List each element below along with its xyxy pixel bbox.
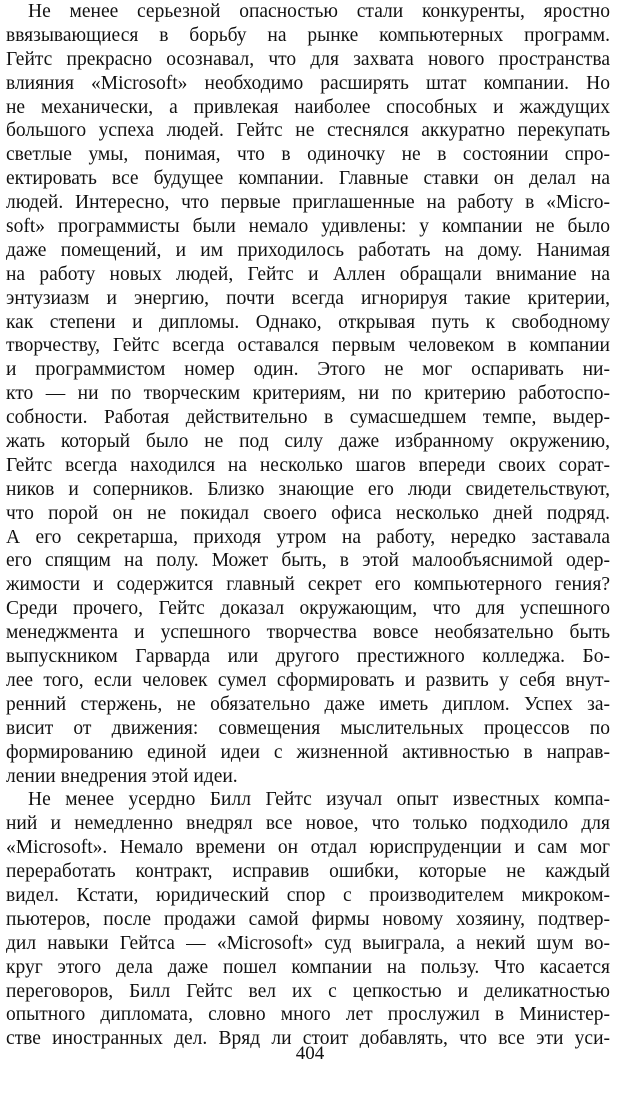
text-line: ренний стержень, не обязательно даже иметь диплом. Успех за-: [6, 693, 610, 715]
text-line: ввязывающиеся в борьбу на рынке компьютерных программ.: [6, 24, 610, 46]
text-line: менеджмента и успешного творчества вовсе необязательно быть: [6, 622, 610, 644]
text-line: Гейтс всегда находился на несколько шагов впереди своих сорат-: [6, 454, 610, 476]
text-line: дил навыки Гейтса — «Microsoft» суд выиграла, а некий шум во-: [6, 932, 610, 954]
text-line: ников и соперников. Близко знающие его люди свидетельствуют,: [6, 478, 610, 500]
page-text-body: [6, 0, 610, 1051]
text-line: лее того, если человек сумел сформировать и развить у себя внут-: [6, 669, 610, 691]
text-line: пьютеров, после продажи самой фирмы новому хозяину, подтвер-: [6, 908, 610, 930]
text-line: Среди прочего, Гейтс доказал окружающим, что для успешного: [6, 598, 610, 620]
text-line: на работу новых людей, Гейтс и Аллен обращали внимание на: [6, 263, 610, 285]
text-line: собности. Работая действительно в сумасшедшем темпе, выдер-: [6, 407, 610, 429]
paragraph-2: [6, 788, 610, 1051]
text-line: влияния «Microsoft» необходимо расширять штат компании. Но: [6, 72, 610, 94]
text-line: ектировать все будущее компании. Главные ставки он делал на: [6, 168, 610, 190]
text-line: опытного дипломата, словно много лет прослужил в Министер-: [6, 1004, 610, 1026]
text-line: людей. Интересно, что первые приглашенные на работу в «Micro-: [6, 192, 610, 214]
text-line: формированию единой идеи с жизненной активностью в направ-: [6, 741, 610, 763]
text-line: «Microsoft». Немало времени он отдал юриспруденции и сам мог: [6, 837, 610, 859]
text-line: и программистом номер один. Этого не мог оспаривать ни-: [6, 359, 610, 381]
text-line: жать который было не под силу даже избранному окружению,: [6, 431, 610, 453]
text-line: жимости и содержится главный секрет его компьютерного гения?: [6, 574, 610, 596]
text-line: как степени и дипломы. Однако, открывая путь к свободному: [6, 311, 610, 333]
text-line: стве иностранных дел. Вряд ли стоит добавлять, что все эти уси-: [6, 1028, 610, 1050]
text-line: его спящим на полу. Может быть, в этой малообъяснимой одер-: [6, 550, 610, 572]
text-line: видел. Кстати, юридический спор с производителем микроком-: [6, 884, 610, 906]
text-line: выпускником Гарварда или другого престижного колледжа. Бо-: [6, 646, 610, 668]
text-line: Не менее серьезной опасностью стали конкуренты, яростно: [28, 1, 610, 22]
text-line: светлые умы, понимая, что в одиночку не в состоянии спро-: [6, 144, 610, 166]
paragraph-1: [6, 0, 610, 788]
text-line: что порой он не покидал своего офиса несколько дней подряд.: [6, 502, 610, 524]
text-line: переговоров, Билл Гейтс вел их с цепкостью и деликатностью: [6, 980, 610, 1002]
text-line: переработать контракт, исправив ошибки, которые не каждый: [6, 861, 610, 883]
text-line: А его секретарша, приходя утром на работу, нередко заставала: [6, 526, 610, 548]
text-line: soft» программисты были немало удивлены: у компании не было: [6, 216, 610, 238]
text-line: висит от движения: совмещения мыслительных процессов по: [6, 717, 610, 739]
text-line: Не менее усердно Билл Гейтс изучал опыт известных компа-: [28, 789, 610, 811]
text-line: Гейтс прекрасно осознавал, что для захвата нового пространства: [6, 48, 610, 70]
text-line: творчеству, Гейтс всегда оставался первым человеком в компании: [6, 335, 610, 357]
text-line: ний и немедленно внедрял все новое, что только подходило для: [6, 813, 610, 835]
text-line: энтузиазм и энергию, почти всегда игнорируя такие критерии,: [6, 287, 610, 309]
text-line: кто — ни по творческим критериям, ни по критерию работоспо-: [6, 383, 610, 405]
text-line: большого успеха людей. Гейтс не стеснялся аккуратно перекупать: [6, 120, 610, 142]
text-line: круг этого дела даже пошел компании на пользу. Что касается: [6, 956, 610, 978]
page-number: 404: [295, 1043, 325, 1064]
text-line: даже помещений, и им приходилось работать на дому. Нанимая: [6, 239, 610, 261]
text-line: лении внедрения этой идеи.: [6, 765, 238, 787]
text-line: не механически, а привлекая наиболее способных и жаждущих: [6, 96, 610, 118]
